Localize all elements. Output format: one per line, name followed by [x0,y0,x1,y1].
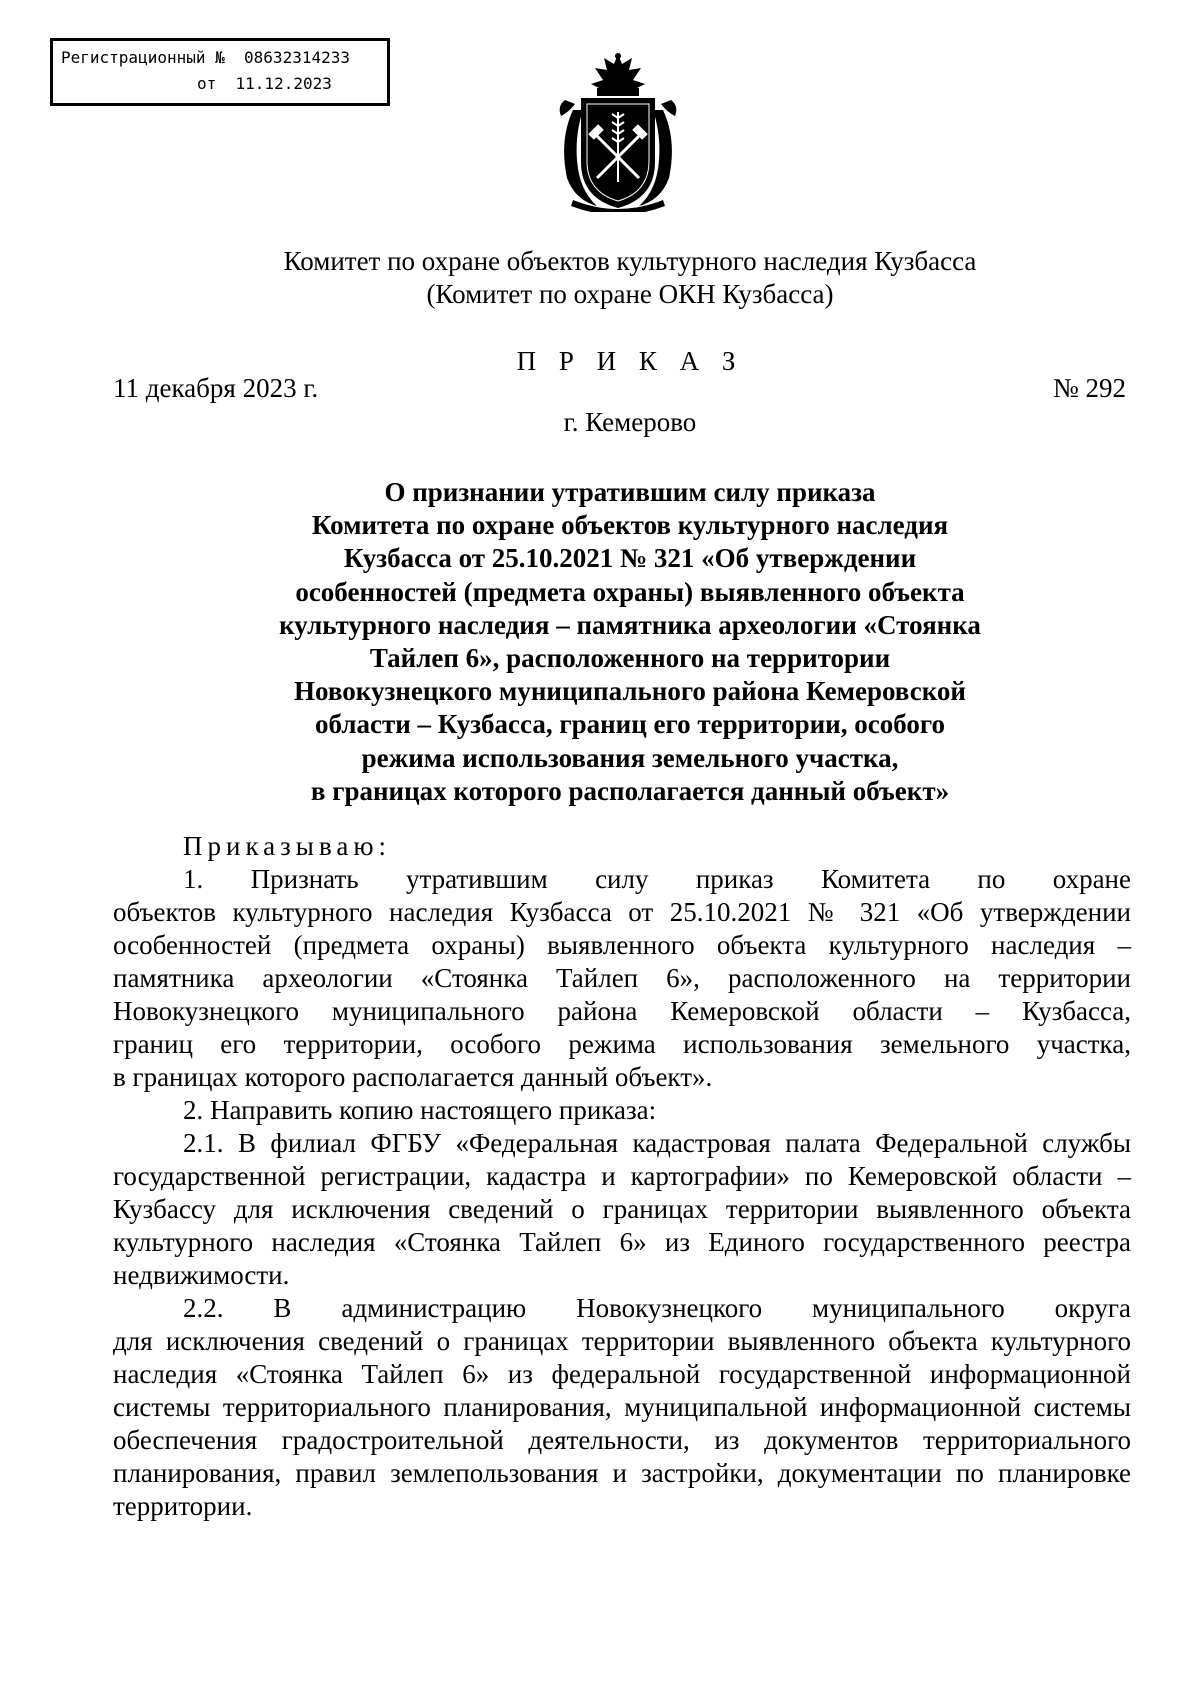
paragraph-line: для исключения сведений о границах территории выявленного объекта культурного [113,1326,1131,1356]
title-line: культурного наследия – памятника археологии «Стоянка [279,609,981,640]
paragraph-line: объектов культурного наследия Кузбасса от 25.10.2021 № 321 «Об утверждении [113,897,1131,927]
title-line: Тайлеп 6», расположенного на территории [369,643,891,674]
paragraph-line: Новокузнецкого муниципального района Кемеровской области – Кузбасса, [113,996,1131,1026]
paragraph-line: Кузбассу для исключения сведений о границах территории выявленного объекта [113,1194,1131,1224]
title-line: Новокузнецкого муниципального района Кемеровской [294,676,966,707]
title-line: режима использования земельного участка, [361,742,899,773]
paragraph-line: в границах которого располагается данный объект». [113,1062,713,1092]
paragraph-line: планирования, правил землепользования и застройки, документации по планировке [113,1458,1131,1488]
paragraph-2: 2. Направить копию настоящего приказа: [183,1095,657,1125]
city: г. Кемерово [563,407,697,437]
order-body [113,830,1131,1523]
title-line: О признании утратившим силу приказа [384,477,876,507]
paragraph-line: обеспечения градостроительной деятельности, из документов территориального [113,1425,1131,1455]
paragraph-1 [113,863,1131,1094]
paragraph-line: государственной регистрации, кадастра и картографии» по Кемеровской области – [113,1161,1131,1191]
paragraph-line: недвижимости. [113,1260,290,1290]
order-title [160,476,1100,808]
registration-number: 08632314233 [244,48,350,67]
title-line: Комитета по охране объектов культурного наследия [311,510,949,541]
title-line: области – Кузбасса, границ его территории, особого [315,709,945,740]
paragraph-line: наследия «Стоянка Тайлеп 6» из федеральной государственной информационной [113,1359,1131,1389]
order-intro: Приказываю: [183,831,391,861]
title-line: в границах которого располагается данный объект» [310,775,950,806]
title-line: особенностей (предмета охраны) выявленного объекта [295,576,965,607]
paragraph-2-1 [113,1127,1131,1292]
paragraph-line: 2.1. В филиал ФГБУ «Федеральная кадастровая палата Федеральной службы [183,1128,1131,1158]
registration-date-label: от [197,74,217,93]
registration-number-row [61,45,381,71]
registration-date: 11.12.2023 [235,74,332,93]
paragraph-line: территории. [113,1491,253,1521]
paragraph-line: 1. Признать утратившим силу приказ Комитета по охране [183,864,1131,894]
organization-short-name: (Комитет по охране ОКН Кузбасса) [426,279,834,309]
paragraph-line: памятника археологии «Стоянка Тайлеп 6», расположенного на территории [113,963,1131,993]
title-line: Кузбасса от 25.10.2021 № 321 «Об утверждении [343,543,917,574]
paragraph-line: границ его территории, особого режима использования земельного участка, [113,1029,1131,1059]
document-type: П Р И К А З [516,346,744,376]
registration-stamp [50,38,390,106]
paragraph-line: особенностей (предмета охраны) выявленного объекта культурного наследия – [113,930,1131,960]
paragraph-2-2 [113,1292,1131,1523]
organization-name: Комитет по охране объектов культурного наследия Кузбасса [283,246,977,276]
paragraph-line: системы территориального планирования, муниципальной информационной системы [113,1392,1131,1422]
paragraph-line: культурного наследия «Стоянка Тайлеп 6» из Единого государственного реестра [113,1227,1131,1257]
coat-of-arms-emblem [553,50,683,212]
paragraph-line: 2.2. В администрацию Новокузнецкого муниципального округа [183,1293,1131,1323]
order-date: 11 декабря 2023 г. [113,373,319,403]
registration-label: Регистрационный № [61,48,225,67]
registration-date-row [61,71,381,97]
order-number: № 292 [1052,373,1126,403]
